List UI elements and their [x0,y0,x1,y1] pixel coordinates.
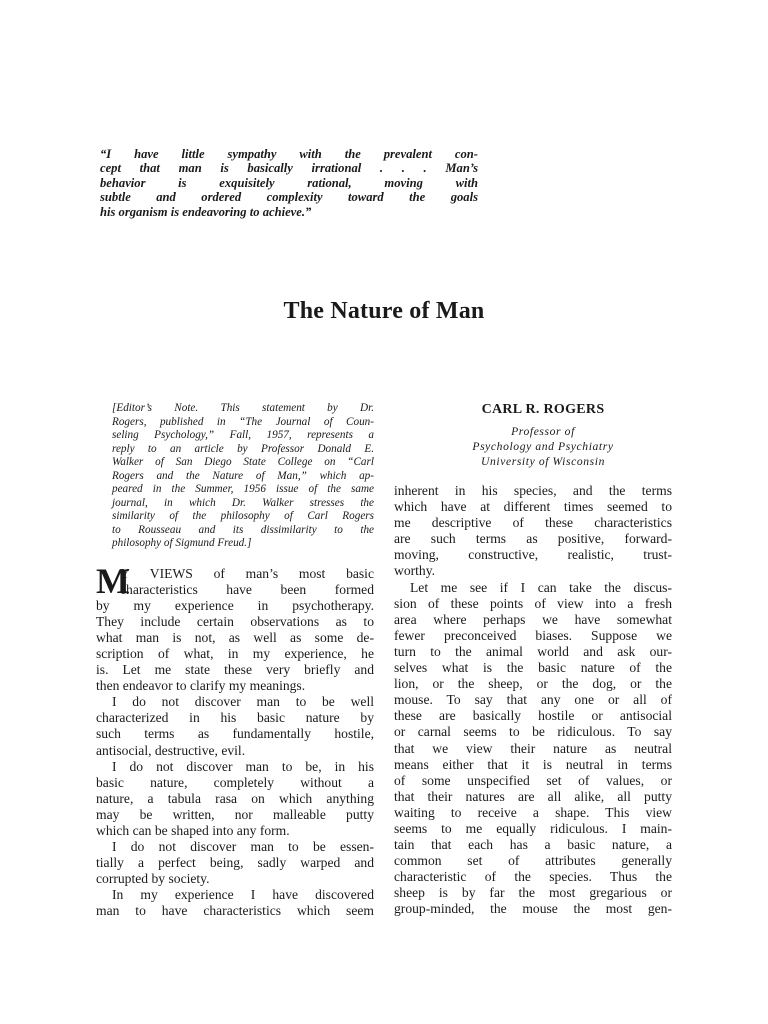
body-line: what man is not, as well as some de- [96,629,374,645]
body-line: that we view their nature as neutral [394,740,672,756]
epigraph-line: subtle and ordered complexity toward the goals [100,190,478,205]
body-line: I do not discover man to be, in his [112,758,374,774]
body-line: man to have characteristics which seem [96,903,374,919]
right-body-text [394,483,672,918]
body-line: corrupted by society. [96,871,210,887]
body-line: or carnal seems to be ridiculous. To say [394,724,672,740]
author-block [404,402,682,469]
editor-note-line: Walker of San Diego State College on “Carl [112,456,374,468]
body-line: of some unspecified set of values, or [394,772,672,788]
body-line: mouse. To say that any one or all of [394,692,672,708]
body-line: such terms as fundamentally hostile, [96,726,374,742]
body-line: which can be shaped into any form. [96,823,290,838]
author-title-line: University of Wisconsin [481,455,605,468]
body-line: may be written, nor malleable putty [96,806,374,822]
epigraph-line: his organism is endeavoring to achieve.” [100,204,312,219]
left-body-text [96,560,374,920]
body-line: Let me see if I can take the discus- [410,579,672,595]
body-line: characteristic of the species. Thus the [394,869,672,885]
body-line: which have at different times seemed to [394,499,672,515]
body-line: I do not discover man to be essen- [112,839,374,855]
epigraph-line: behavior is exquisitely rational, moving with [100,175,478,190]
body-line: these are basically hostile or antisocial [394,708,672,724]
body-line: Y VIEWS of man’s most basic [120,565,374,581]
epigraph-line: cept that man is basically irrational . . . Man’s [100,161,478,176]
editor-note-line: seling Psychology,” Fall, 1957, represents a [112,429,374,441]
body-line: antisocial, destructive, evil. [96,742,246,758]
body-line: nature, a tabula rasa on which anything [96,790,374,806]
body-line: that their natures are all alike, all putty [394,788,672,804]
editor-note-line: [Editor’s Note. This statement by Dr. [112,402,374,414]
body-line: are such terms as positive, forward- [394,531,672,547]
editor-note-line: to Rousseau and its dissimilarity to the [112,523,374,536]
body-line: lion, or the sheep, or the dog, or the [394,676,672,692]
body-line: area where perhaps we have somewhat [394,611,672,627]
body-line: characterized in his basic nature by [96,710,374,726]
body-line: is. Let me state these very briefly and [96,662,374,678]
body-line: moving, constructive, realistic, trust- [394,547,672,563]
editor-note-line: journal, in which Dr. Walker stresses the [112,496,374,509]
article-title: The Nature of Man [283,298,485,324]
body-line: me descriptive of these characteristics [394,515,672,531]
editor-note-line: Rogers and the Nature of Man,” which ap- [112,469,374,482]
body-line: worthy. [394,563,436,579]
body-line: In my experience I have discovered [112,887,374,903]
body-line: sheep is by far the most gregarious or [394,885,672,901]
editor-note [96,402,374,551]
body-line: common set of attributes generally [394,853,672,869]
body-line: tially a perfect being, sadly warped and [96,855,374,871]
body-line: means either that it is neutral in terms [394,756,672,772]
body-line: scription of what, in my experience, he [96,645,374,661]
body-line: selves what is the basic nature of the [394,660,672,676]
body-line: tain that each has a basic nature, a [394,837,672,853]
drop-cap: M [96,560,130,601]
body-line: I do not discover man to be well [112,694,374,710]
epigraph-quote [100,147,478,219]
author-name: CARL R. ROGERS [481,402,605,417]
epigraph-line: “I have little sympathy with the prevalent con- [100,147,478,161]
editor-note-line: philosophy of Sigmund Freud.] [112,537,252,549]
body-line: group-minded, the mouse the most gen- [394,901,672,917]
editor-note-line: reply to an article by Professor Donald E. [112,442,374,455]
body-line: seems to me equally ridiculous. I main- [394,820,672,836]
body-line: characteristics have been formed [120,581,374,597]
body-line: by my experience in psychotherapy. [96,597,374,613]
author-title-line: Professor of [511,425,575,438]
body-line: sion of these points of view into a fresh [394,595,672,611]
body-line: fewer preconceived biases. Suppose we [394,627,672,643]
editor-note-line: Rogers, published in “The Journal of Coun- [112,415,374,428]
body-line: They include certain observations as to [96,613,374,629]
right-column [394,402,672,918]
body-line: turn to the animal world and ask our- [394,643,672,659]
body-line: inherent in his species, and the terms [394,483,672,498]
editor-note-line: peared in the Summer, 1956 issue of the same [112,483,374,495]
author-title-line: Psychology and Psychiatry [472,440,614,453]
body-line: then endeavor to clarify my meanings. [96,678,306,694]
editor-note-line: similarity of the philosophy of Carl Rogers [112,510,374,522]
body-line: basic nature, completely without a [96,774,374,790]
left-column [96,402,374,920]
body-line: waiting to receive a shape. This view [394,804,672,820]
